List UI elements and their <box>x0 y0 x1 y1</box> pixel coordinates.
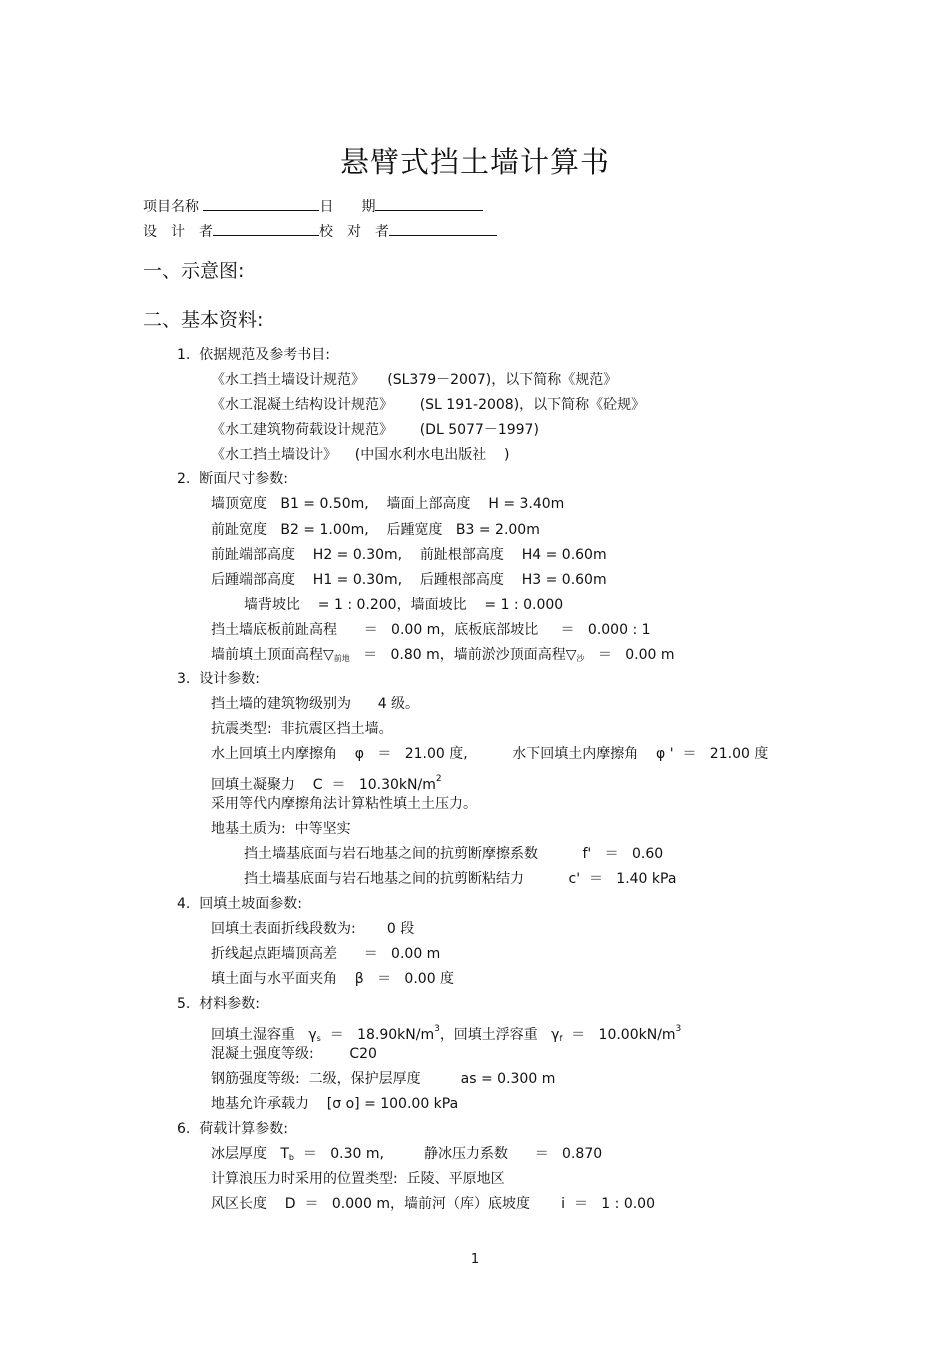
front-fill-label: 墙前填土顶面高程▽ <box>211 647 334 663</box>
design-line-8: 挡土墙基底面与岩石地基之间的抗剪断粘结力 c' ＝ 1.40 kPa <box>244 871 677 887</box>
cohesion-text: 回填土凝聚力 C ＝ 10.30kN/m <box>211 777 436 793</box>
material-line-3: 钢筋强度等级: 二级，保护层厚度 as = 0.300 m <box>211 1071 556 1087</box>
page-number: 1 <box>470 1252 480 1267</box>
dim-line-6: 挡土墙底板前趾高程 ＝ 0.00 m，底板底部坡比 ＝ 0.000 : 1 <box>211 622 651 638</box>
wet-unit-weight-subscript: s <box>316 1034 321 1043</box>
meta-row-2 <box>143 221 497 241</box>
item-2-heading: 2. 断面尺寸参数: <box>177 471 288 487</box>
cohesion-superscript: 2 <box>435 774 442 784</box>
silt-value: ＝ 0.00 m <box>584 647 675 663</box>
designer-blank <box>213 221 319 236</box>
buoyant-unit-weight-label: ，回填土浮容重 γ <box>439 1027 560 1043</box>
wet-unit-superscript: 3 <box>434 1024 440 1034</box>
reference-3: 《水工建筑物荷载设计规范》 (DL 5077－1997) <box>211 422 539 438</box>
reference-1: 《水工挡土墙设计规范》 (SL379－2007)，以下简称《规范》 <box>211 372 618 388</box>
front-fill-subscript: 前地 <box>333 654 350 663</box>
design-line-7: 挡土墙基底面与岩石地基之间的抗剪断摩擦系数 f' ＝ 0.60 <box>244 846 664 862</box>
ice-thickness-subscript: b <box>288 1153 294 1162</box>
backfill-line-2: 折线起点距墙顶高差 ＝ 0.00 m <box>211 946 441 962</box>
dim-line-5: 墙背坡比 = 1 : 0.200，墙面坡比 = 1 : 0.000 <box>244 597 564 613</box>
reference-2: 《水工混凝土结构设计规范》 (SL 191-2008)，以下简称《砼规》 <box>211 397 646 413</box>
item-4-heading: 4. 回填土坡面参数: <box>177 896 302 912</box>
design-line-1: 挡土墙的建筑物级别为 4 级。 <box>211 696 420 712</box>
dim-line-3: 前趾端部高度 H2 = 0.30m, 前趾根部高度 H4 = 0.60m <box>211 547 607 563</box>
silt-subscript: 沙 <box>576 654 585 663</box>
dim-line-2: 前趾宽度 B2 = 1.00m, 后踵宽度 B3 = 2.00m <box>211 522 540 538</box>
project-label: 项目名称 <box>143 199 199 215</box>
front-fill-value: ＝ 0.80 m，墙前淤沙顶面高程▽ <box>349 647 577 663</box>
load-line-3: 风区长度 D ＝ 0.000 m，墙前河（库）底坡度 i ＝ 1 : 0.00 <box>211 1196 655 1212</box>
item-5-heading: 5. 材料参数: <box>177 996 260 1012</box>
checker-blank <box>389 221 497 236</box>
backfill-line-1: 回填土表面折线段数为: 0 段 <box>211 921 415 937</box>
section-heading-basic-data: 二、基本资料: <box>143 309 264 331</box>
buoyant-unit-weight-value: ＝ 10.00kN/m <box>562 1027 676 1043</box>
design-line-3: 水上回填土内摩擦角 φ ＝ 21.00 度, 水下回填土内摩擦角 φ ' ＝ 21.00 度 <box>211 746 769 762</box>
design-line-2: 抗震类型: 非抗震区挡土墙。 <box>211 721 393 737</box>
wet-unit-weight-label: 回填土湿容重 γ <box>211 1027 317 1043</box>
dim-line-4: 后踵端部高度 H1 = 0.30m, 后踵根部高度 H3 = 0.60m <box>211 572 607 588</box>
checker-label: 校 对 者 <box>319 224 389 240</box>
dim-line-7 <box>211 646 674 668</box>
item-6-heading: 6. 荷载计算参数: <box>177 1121 288 1137</box>
design-line-5: 采用等代内摩擦角法计算粘性填土土压力。 <box>211 796 477 812</box>
material-line-2: 混凝土强度等级: C20 <box>211 1046 377 1062</box>
material-line-1 <box>211 1020 681 1048</box>
design-line-4 <box>211 770 442 794</box>
item-1-heading: 1. 依据规范及参考书目: <box>177 347 330 363</box>
load-line-2: 计算浪压力时采用的位置类型: 丘陵、平原地区 <box>211 1171 505 1187</box>
reference-4: 《水工挡土墙设计》 (中国水利水电出版社 ) <box>211 447 510 463</box>
ice-thickness-value: ＝ 0.30 m, 静冰压力系数 ＝ 0.870 <box>293 1146 603 1162</box>
designer-label: 设 计 者 <box>143 224 213 240</box>
design-line-6: 地基土质为: 中等坚实 <box>211 821 351 837</box>
date-blank <box>375 196 483 211</box>
dim-line-1: 墙顶宽度 B1 = 0.50m, 墙面上部高度 H = 3.40m <box>211 496 565 512</box>
ice-thickness-label: 冰层厚度 T <box>211 1146 289 1162</box>
backfill-line-3: 填土面与水平面夹角 β ＝ 0.00 度 <box>211 971 455 987</box>
project-name-blank <box>203 196 319 211</box>
section-heading-diagram: 一、示意图: <box>143 260 245 282</box>
item-3-heading: 3. 设计参数: <box>177 671 260 687</box>
buoyant-unit-superscript: 3 <box>675 1024 682 1034</box>
buoyant-unit-weight-subscript: f <box>559 1034 563 1043</box>
page-title: 悬臂式挡土墙计算书 <box>339 145 610 179</box>
wet-unit-weight-value: ＝ 18.90kN/m <box>320 1027 435 1043</box>
date-label: 日 期 <box>319 199 376 215</box>
material-line-4: 地基允许承载力 [σ o] = 100.00 kPa <box>211 1096 459 1112</box>
meta-row-1 <box>143 196 483 216</box>
load-line-1 <box>211 1145 602 1167</box>
